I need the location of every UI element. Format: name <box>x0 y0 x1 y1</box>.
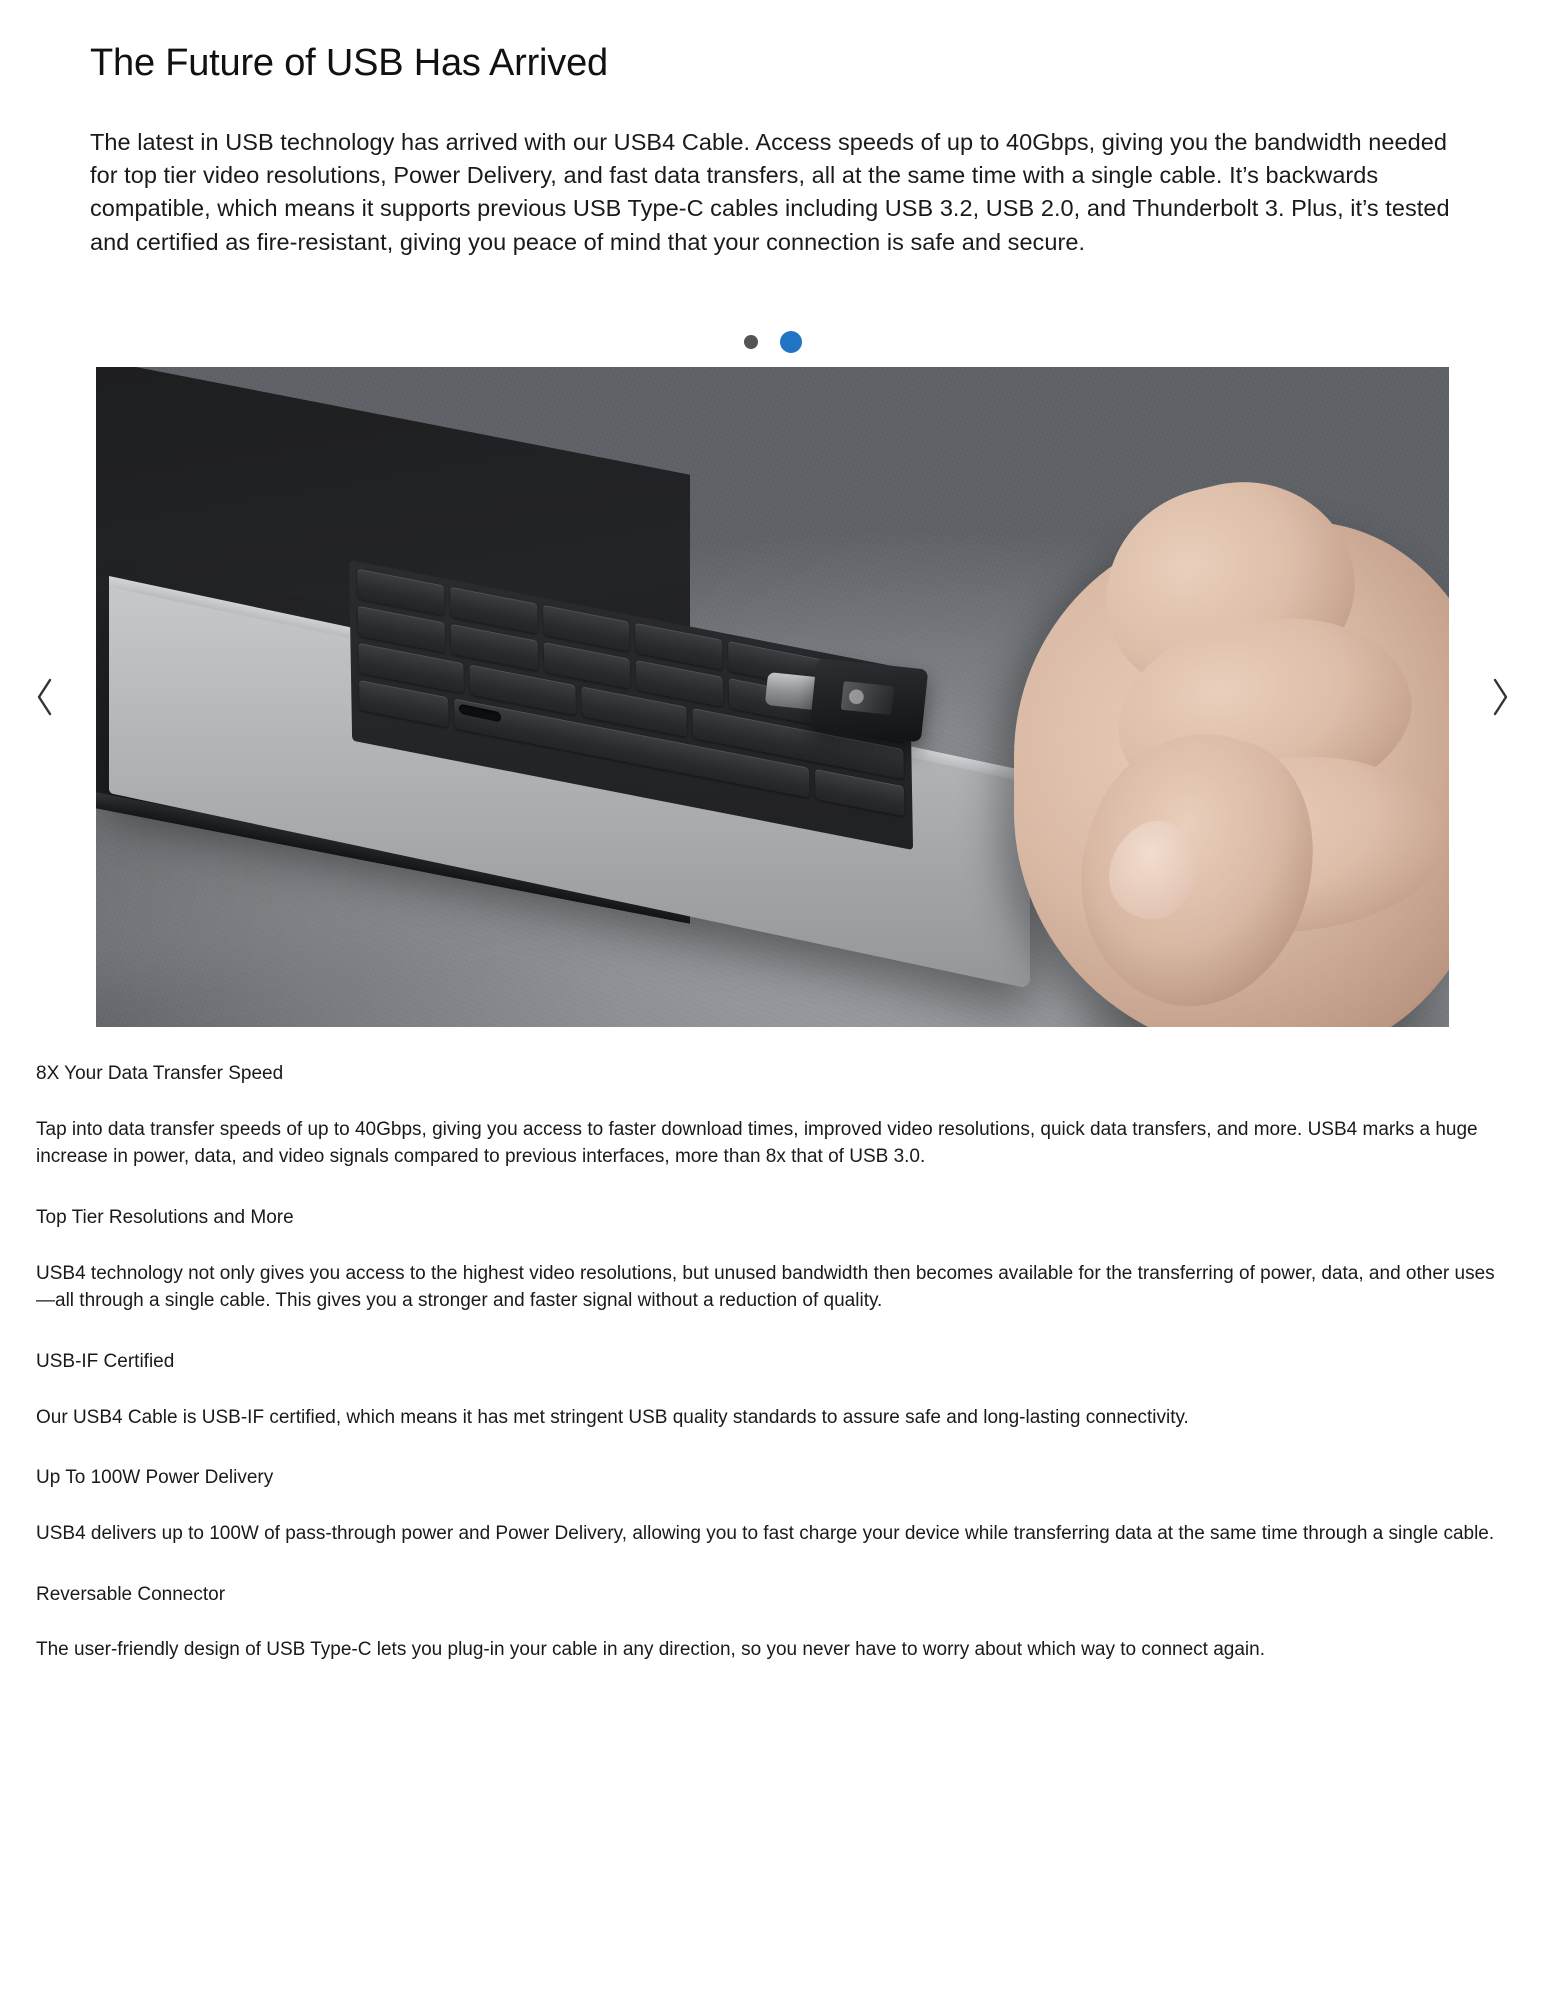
carousel-dot-1[interactable] <box>744 335 758 349</box>
feature-body-certified: Our USB4 Cable is USB-IF certified, which means it has met stringent USB quality standards to assure safe and long-lasting connectivity. <box>36 1406 1189 1428</box>
carousel-slide-image[interactable] <box>96 367 1449 1027</box>
carousel-stage <box>0 367 1545 1027</box>
chevron-left-icon <box>32 675 58 719</box>
intro-paragraph: The latest in USB technology has arrived with our USB4 Cable. Access speeds of up to 40Gbps, giving you the bandwidth needed for top tier video resolutions, Power Delivery, and fast data transfers, all at the same time with a single cable. It’s backwards compatible, which means it supports previous USB Type-C cables including USB 3.2, USB 2.0, and Thunderbolt 3. Plus, it’s tested and certified as fire-resistant, giving you peace of mind that your connection is safe and secure. <box>90 128 1450 255</box>
intro-block <box>0 0 1545 259</box>
feature-heading-speed: 8X Your Data Transfer Speed <box>36 1062 284 1084</box>
carousel-dot-list <box>0 325 1545 359</box>
carousel-next-button[interactable] <box>1455 367 1545 1027</box>
feature-heading-power: Up To 100W Power Delivery <box>36 1467 274 1489</box>
feature-body-resolutions: USB4 technology not only gives you access to the highest video resolutions, but unused bandwidth then becomes available for the transferring of power, data, and other uses—all through a single cable. This gives you a stronger and faster signal without a reduction of quality. <box>36 1262 1495 1312</box>
connector-logo-icon <box>840 681 894 715</box>
hand <box>935 473 1449 1027</box>
carousel-dot-2[interactable] <box>780 331 802 353</box>
carousel-prev-button[interactable] <box>0 367 90 1027</box>
connector-housing <box>809 658 928 742</box>
image-carousel <box>0 325 1545 1027</box>
chevron-right-icon <box>1487 675 1513 719</box>
usb-c-connector <box>762 653 924 741</box>
feature-heading-reversable: Reversable Connector <box>36 1583 226 1605</box>
feature-heading-resolutions: Top Tier Resolutions and More <box>36 1207 294 1228</box>
feature-body-speed: Tap into data transfer speeds of up to 40Gbps, giving you access to faster download times, improved video resolutions, quick data transfers, and more. USB4 marks a huge increase in power, data, and video signals compared to previous interfaces, more than 8x that of USB 3.0. <box>36 1118 1478 1168</box>
feature-body-reversable: The user-friendly design of USB Type-C lets you plug-in your cable in any direction, so you never have to worry about which way to connect again. <box>36 1639 1265 1661</box>
page-title: The Future of USB Has Arrived <box>90 42 608 84</box>
feature-list <box>0 1027 1545 1724</box>
feature-body-power: USB4 delivers up to 100W of pass-through power and Power Delivery, allowing you to fast charge your device while transferring data at the same time through a single cable. <box>36 1522 1495 1544</box>
feature-heading-certified: USB-IF Certified <box>36 1351 175 1373</box>
laptop <box>96 367 1070 803</box>
